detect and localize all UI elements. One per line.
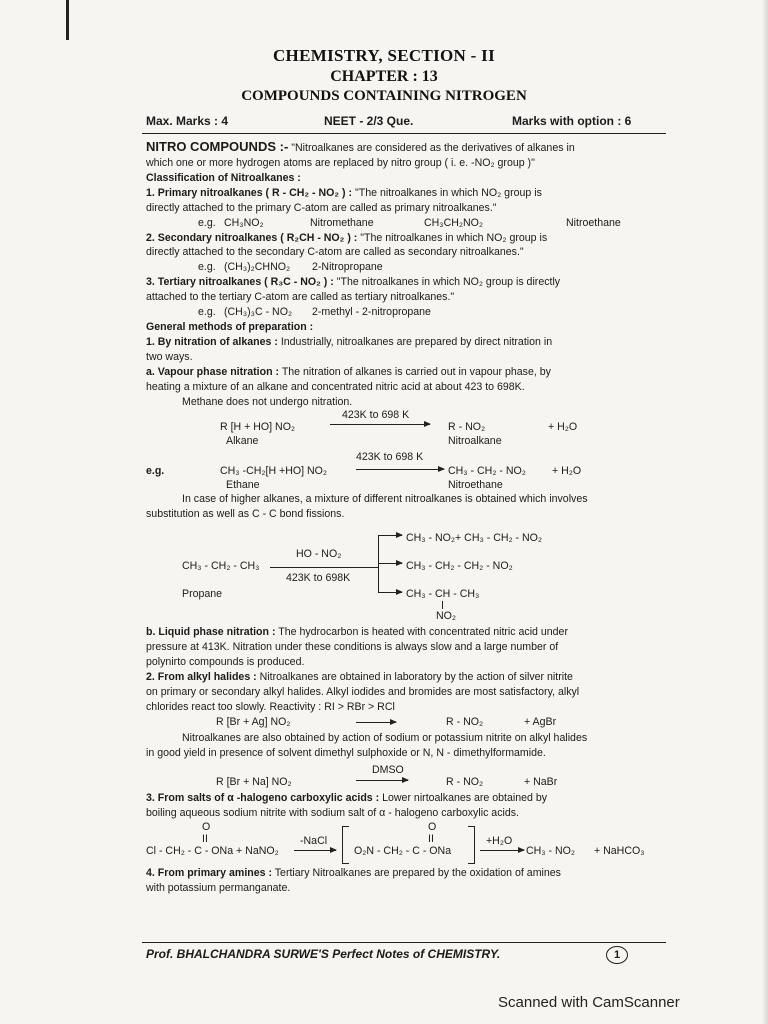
- amines-heading: 4. From primary amines :: [146, 867, 272, 880]
- method1-line: [146, 335, 666, 350]
- alkyl-text-2: on primary or secondary alkyl halides. Alkyl iodides and bromides are most satisfactory, alkyl: [146, 686, 580, 699]
- eg-label: e.g.: [198, 306, 216, 319]
- product: CH₃ - CH₂ - CH₂ - NO₂: [406, 560, 513, 573]
- tertiary-line: [146, 275, 666, 290]
- reaction-arrow: [356, 469, 444, 470]
- secondary-text-2: directly attached to the secondary C-atom are called as secondary nitroalkanes.": [146, 246, 524, 259]
- product-label: Nitroethane: [448, 478, 503, 491]
- formula: (CH₃)₃C - NO₂: [224, 306, 293, 319]
- amines-text: Tertiary Nitroalkanes are prepared by the oxidation of amines: [274, 867, 561, 880]
- liquid-text-3: polynirto compounds is produced.: [146, 656, 305, 669]
- reaction-condition: +H₂O: [486, 835, 513, 848]
- higher-alkanes-text-2: substitution as well as C - C bond fissions.: [146, 507, 345, 520]
- halogeno-text-2: boiling aqueous sodium nitrite with sodium salt of α - halogeno carboxylic acids.: [146, 806, 519, 819]
- classification-heading: Classification of Nitroalkanes :: [146, 171, 301, 184]
- compound-name: 2-Nitropropane: [312, 261, 383, 274]
- liquid-line: [146, 625, 666, 640]
- reaction-arrow: [356, 722, 396, 723]
- intro-line-1: [146, 140, 666, 156]
- compound-name: Nitromethane: [310, 216, 374, 229]
- reactant: R [Br + Ag] NO₂: [216, 715, 291, 728]
- tertiary-heading: 3. Tertiary nitroalkanes ( R₃C - NO₂ ) :: [146, 276, 334, 289]
- secondary-line: [146, 231, 666, 246]
- reaction-halogeno: [146, 820, 666, 866]
- carbonyl-o: O: [202, 821, 211, 834]
- amines-line: [146, 866, 666, 881]
- vapour-text: The nitration of alkanes is carried out in vapour phase, by: [281, 365, 551, 378]
- reaction-arrow: [356, 780, 408, 781]
- reactant-label: Alkane: [226, 434, 259, 447]
- alkyl-text-4: Nitroalkanes are also obtained by action of sodium or potassium nitrite on alkyl halides: [182, 731, 588, 744]
- camscanner-watermark: Scanned with CamScanner: [498, 994, 680, 1011]
- intermediate: O₂N - CH₂ - C - ONa: [354, 845, 452, 858]
- reaction-condition: 423K to 698 K: [356, 450, 424, 463]
- amines-text-2: with potassium permanganate.: [146, 882, 291, 895]
- vapour-heading: a. Vapour phase nitration :: [146, 365, 280, 378]
- reactant-label: Propane: [182, 588, 223, 601]
- branch-arrow-3: [378, 592, 402, 593]
- alkyl-text: Nitroalkanes are obtained in laboratory by the action of silver nitrite: [259, 671, 573, 684]
- method1-text: Industrially, nitroalkanes are prepared by direct nitration in: [280, 336, 553, 349]
- branch-arrow-2: [378, 563, 402, 564]
- secondary-heading: 2. Secondary nitroalkanes ( R₂CH - NO₂ ) :: [146, 231, 358, 244]
- product: R - NO₂: [446, 715, 484, 728]
- product-label: Nitroalkane: [448, 434, 502, 447]
- bond-line: [442, 601, 443, 609]
- primary-heading: 1. Primary nitroalkanes ( R - CH₂ - NO₂ ) :: [146, 186, 353, 199]
- reaction-arrow: [294, 850, 336, 851]
- topic-title: COMPOUNDS CONTAINING NITROGEN: [241, 88, 527, 104]
- marks-option: Marks with option : 6: [512, 114, 632, 128]
- byproduct: + AgBr: [524, 715, 557, 728]
- byproduct: + NaHCO₃: [594, 845, 645, 858]
- intro-text: "Nitroalkanes are considered as the derivatives of alkanes in: [291, 142, 575, 154]
- byproduct: + H₂O: [552, 464, 582, 477]
- halogeno-line: [146, 791, 666, 806]
- substituent: NO₂: [436, 610, 457, 623]
- eg-label: e.g.: [198, 216, 216, 229]
- compound-name: 2-methyl - 2-nitropropane: [312, 306, 431, 319]
- method1-heading: 1. By nitration of alkanes :: [146, 336, 278, 349]
- method1-text-2: two ways.: [146, 350, 193, 363]
- chapter-title: CHAPTER : 13: [330, 68, 438, 85]
- vapour-line: [146, 365, 666, 380]
- alkyl-text-5: in good yield in presence of solvent dimethyl sulphoxide or N, N - dimethylformamide.: [146, 746, 546, 759]
- byproduct: + NaBr: [524, 775, 558, 788]
- secondary-text: "The nitroalkanes in which NO₂ group is: [360, 231, 548, 244]
- reaction-ethane: [146, 450, 666, 491]
- tertiary-example: [146, 305, 666, 320]
- page-number: 1: [606, 946, 628, 964]
- reaction-condition: 423K to 698 K: [342, 408, 410, 421]
- reaction-nano2: [146, 763, 666, 791]
- methane-note: Methane does not undergo nitration.: [182, 395, 353, 408]
- product: R - NO₂: [446, 775, 484, 788]
- primary-text: "The nitroalkanes in which NO₂ group is: [354, 186, 542, 199]
- formula: CH₃NO₂: [224, 216, 264, 229]
- footer-text: Prof. BHALCHANDRA SURWE'S Perfect Notes of CHEMISTRY.: [146, 947, 501, 961]
- product: CH₃ - NO₂+ CH₃ - CH₂ - NO₂: [406, 532, 543, 545]
- reaction-arrow: [330, 424, 430, 425]
- max-marks: Max. Marks : 4: [146, 114, 229, 128]
- carbonyl-o: O: [428, 821, 437, 834]
- higher-alkanes-text: In case of higher alkanes, a mixture of different nitroalkanes is obtained which involves: [182, 492, 588, 505]
- reaction-propane: [146, 525, 666, 623]
- product: CH₃ - CH₂ - NO₂: [448, 464, 526, 477]
- alkyl-heading: 2. From alkyl halides :: [146, 671, 257, 684]
- section-title: CHEMISTRY, SECTION - II: [272, 46, 495, 65]
- byproduct: + H₂O: [548, 420, 578, 433]
- reactant: Cl - CH₂ - C - ONa + NaNO₂: [146, 845, 279, 858]
- reaction-alkane: [146, 408, 666, 447]
- formula: (CH₃)₂CHNO₂: [224, 261, 291, 274]
- reactant: CH₃ - CH₂ - CH₃: [182, 560, 260, 573]
- primary-example: [146, 216, 666, 231]
- product: CH₃ - NO₂: [526, 845, 576, 858]
- eg-label: e.g.: [198, 261, 216, 274]
- liquid-text-2: pressure at 413K. Nitration under these conditions is always slow and a large number of: [146, 641, 559, 654]
- eg-label: e.g.: [146, 464, 165, 477]
- product: R - NO₂: [448, 420, 486, 433]
- alkyl-line: [146, 670, 666, 685]
- double-bond: II: [202, 833, 208, 846]
- page-edge-shadow: [762, 0, 768, 1024]
- branch-arrow-1: [378, 535, 402, 536]
- double-bond: II: [428, 833, 434, 846]
- reaction-condition: DMSO: [372, 763, 404, 776]
- formula: CH₃CH₂NO₂: [424, 216, 484, 229]
- reaction-arrow: [480, 850, 524, 851]
- primary-text-2: directly attached to the primary C-atom are called as primary nitroalkanes.": [146, 201, 497, 214]
- neet-questions: NEET - 2/3 Que.: [324, 114, 414, 128]
- vapour-text-2: heating a mixture of an alkane and concentrated nitric acid at about 423 to 698K.: [146, 380, 525, 393]
- reactant-label: Ethane: [226, 478, 260, 491]
- tertiary-text-2: attached to the tertiary C-atom are called as tertiary nitroalkanes.": [146, 291, 455, 304]
- reactant: CH₃ -CH₂[H +HO] NO₂: [220, 464, 328, 477]
- bracket-right: [468, 826, 475, 864]
- reactant: R [Br + Na] NO₂: [216, 775, 292, 788]
- reaction-agno2: [146, 715, 666, 731]
- liquid-heading: b. Liquid phase nitration :: [146, 626, 276, 639]
- bracket-left: [342, 826, 349, 864]
- main-content: [146, 140, 666, 896]
- secondary-example: [146, 260, 666, 275]
- reaction-condition: 423K to 698K: [286, 572, 351, 585]
- halogeno-text: Lower nirtoalkanes are obtained by: [382, 791, 548, 804]
- halogeno-heading: 3. From salts of α -halogeno carboxylic acids :: [146, 791, 380, 804]
- reactant: R [H + HO] NO₂: [220, 420, 296, 433]
- tertiary-text: "The nitroalkanes in which NO₂ group is directly: [336, 276, 561, 289]
- liquid-text: The hydrocarbon is heated with concentrated nitric acid under: [278, 626, 568, 639]
- alkyl-text-3: chlorides react too slowly. Reactivity : RI > RBr > RCl: [146, 700, 395, 713]
- reagent: HO - NO₂: [296, 548, 342, 561]
- header-rule: [142, 133, 666, 134]
- compound-name: Nitroethane: [566, 216, 621, 229]
- intro-text-2: which one or more hydrogen atoms are replaced by nitro group ( i. e. -NO₂ group )": [146, 156, 535, 169]
- footer-rule: [142, 942, 666, 943]
- methods-heading: General methods of preparation :: [146, 321, 314, 334]
- intro-heading: NITRO COMPOUNDS :-: [146, 139, 289, 154]
- primary-line: [146, 186, 666, 201]
- product: CH₃ - CH - CH₃: [406, 588, 480, 601]
- reaction-condition: -NaCl: [300, 835, 328, 848]
- scan-mark: [66, 0, 69, 40]
- branch-line: [270, 567, 378, 568]
